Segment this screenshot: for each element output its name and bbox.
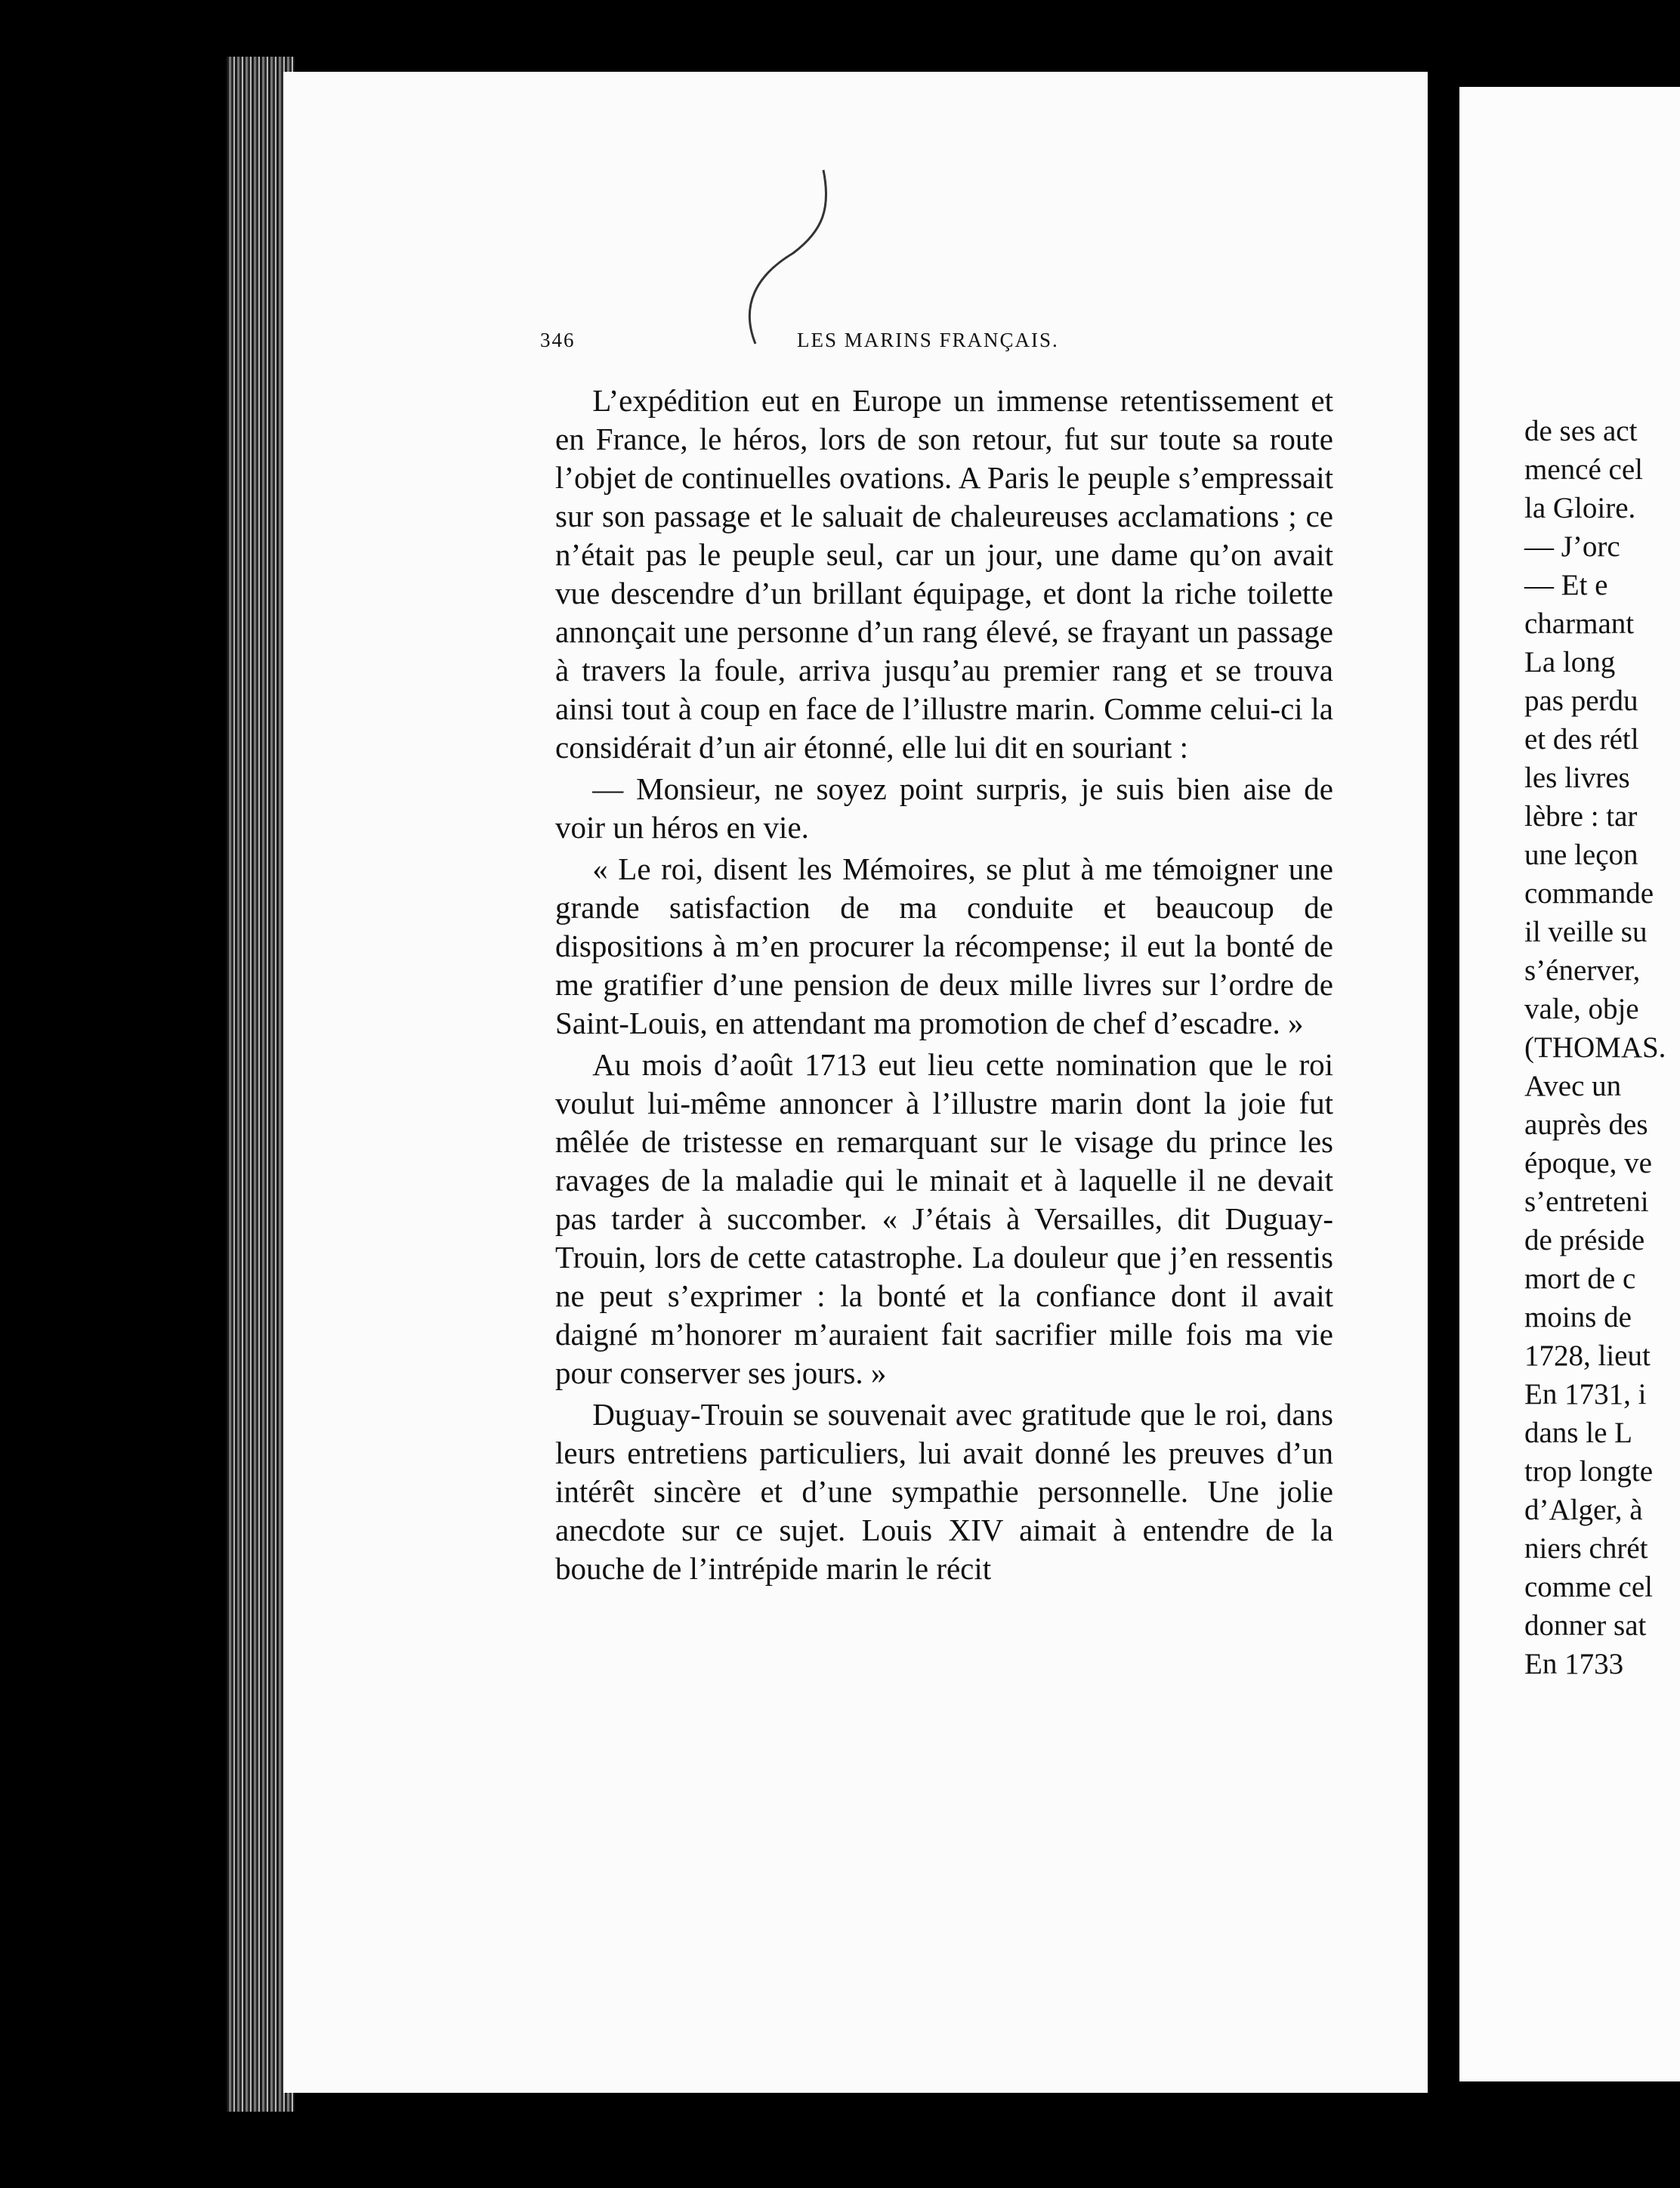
text-line: s’entreteni (1524, 1185, 1649, 1218)
paragraph: — Monsieur, ne soyez point surpris, je suis bien aise de voir un héros en vie. (555, 771, 1333, 845)
paragraph: Au mois d’août 1713 eut lieu cette nomination que le roi voulut lui-même annoncer à l’illustre marin dont la joie fut mêlée de tristesse en remarquant sur le visage du prince les ravages de la maladie qui le minait et à laquelle il ne devait pas tarder à succomber. « J’étais à Versailles, dit Duguay-Trouin, lors de cette catastrophe. La douleur que j’en ressentis ne peut s’exprimer : la bonté et la confiance dont il avait daigné m’honorer m’auraient fait sacrifier mille fois ma vie pour conserver ses jours. » (555, 1047, 1333, 1390)
text-line: dans le L (1524, 1417, 1632, 1449)
text-line: d’Alger, à (1524, 1494, 1643, 1526)
text-line: — J’orc (1524, 530, 1620, 563)
text-line: — Et e (1524, 569, 1608, 601)
text-line: mort de c (1524, 1262, 1636, 1295)
text-line: En 1731, i (1524, 1378, 1647, 1411)
text-line: vale, obje (1524, 993, 1639, 1025)
text-line: mencé cel (1524, 453, 1643, 486)
text-line: En 1733 (1524, 1648, 1624, 1680)
running-title: LES MARINS FRANÇAIS. (797, 329, 1059, 351)
book-gutter (1428, 0, 1459, 2188)
text-line: lèbre : tar (1524, 800, 1638, 833)
text-line: commande (1524, 877, 1654, 910)
text-line: de ses act (1524, 415, 1638, 447)
text-line: s’énerver, (1524, 954, 1641, 987)
text-line: 1728, lieut (1524, 1340, 1651, 1372)
text-line: la Gloire. (1524, 492, 1636, 524)
text-line: trop longte (1524, 1455, 1654, 1488)
text-line: et des rétl (1524, 723, 1639, 756)
text-line: Avec un (1524, 1070, 1622, 1102)
text-line: auprès des (1524, 1108, 1648, 1141)
paragraph: L’expédition eut en Europe un immense retentissement et en France, le héros, lors de son retour, fut sur toute sa route l’objet de continuelles ovations. A Paris le peuple s’empressait sur son passage et le saluait de chaleureuses acclamations ; ce n’était pas le peuple seul, car un jour, une dame qu’on avait vue descendre d’un brillant équipage, et dont la riche toilette annonçait une personne d’un rang élevé, se frayant un passage à travers la foule, arriva jusqu’au premier rang et se trouva ainsi tout à coup en face de l’illustre marin. Comme celui-ci la considérait d’un air étonné, elle lui dit en souriant : (555, 383, 1333, 765)
text-line: époque, ve (1524, 1147, 1652, 1179)
text-line: les livres (1524, 762, 1630, 794)
right-page-text (1524, 412, 1680, 1683)
paragraph: « Le roi, disent les Mémoires, se plut à me témoigner une grande satisfaction de ma conduite et beaucoup de dispositions à m’en procurer la récompense; il eut la bonté de me gratifier d’une pension de deux mille livres sur l’ordre de Saint-Louis, en attendant ma promotion de chef d’escadre. » (555, 851, 1333, 1040)
text-line: pas perdu (1524, 685, 1638, 717)
text-line: il veille su (1524, 916, 1648, 948)
left-page-text (555, 382, 1333, 1591)
page-number: 346 (540, 329, 576, 351)
text-line: moins de (1524, 1301, 1632, 1334)
text-line: La long (1524, 646, 1616, 678)
text-line: comme cel (1524, 1571, 1653, 1603)
text-line: une leçon (1524, 839, 1638, 871)
text-line: charmant (1524, 607, 1635, 640)
paragraph: Duguay-Trouin se souvenait avec gratitude que le roi, dans leurs entretiens particuliers, lui avait donné les preuves d’un intérêt sincère et d’une sympathie personnelle. Une jolie anecdote sur ce sujet. Louis XIV aimait à entendre de la bouche de l’intrépide marin le récit (555, 1397, 1333, 1586)
text-line: de préside (1524, 1224, 1645, 1256)
text-line: niers chrét (1524, 1532, 1648, 1565)
text-line: donner sat (1524, 1609, 1647, 1642)
text-line: (THOMAS. (1524, 1031, 1666, 1064)
